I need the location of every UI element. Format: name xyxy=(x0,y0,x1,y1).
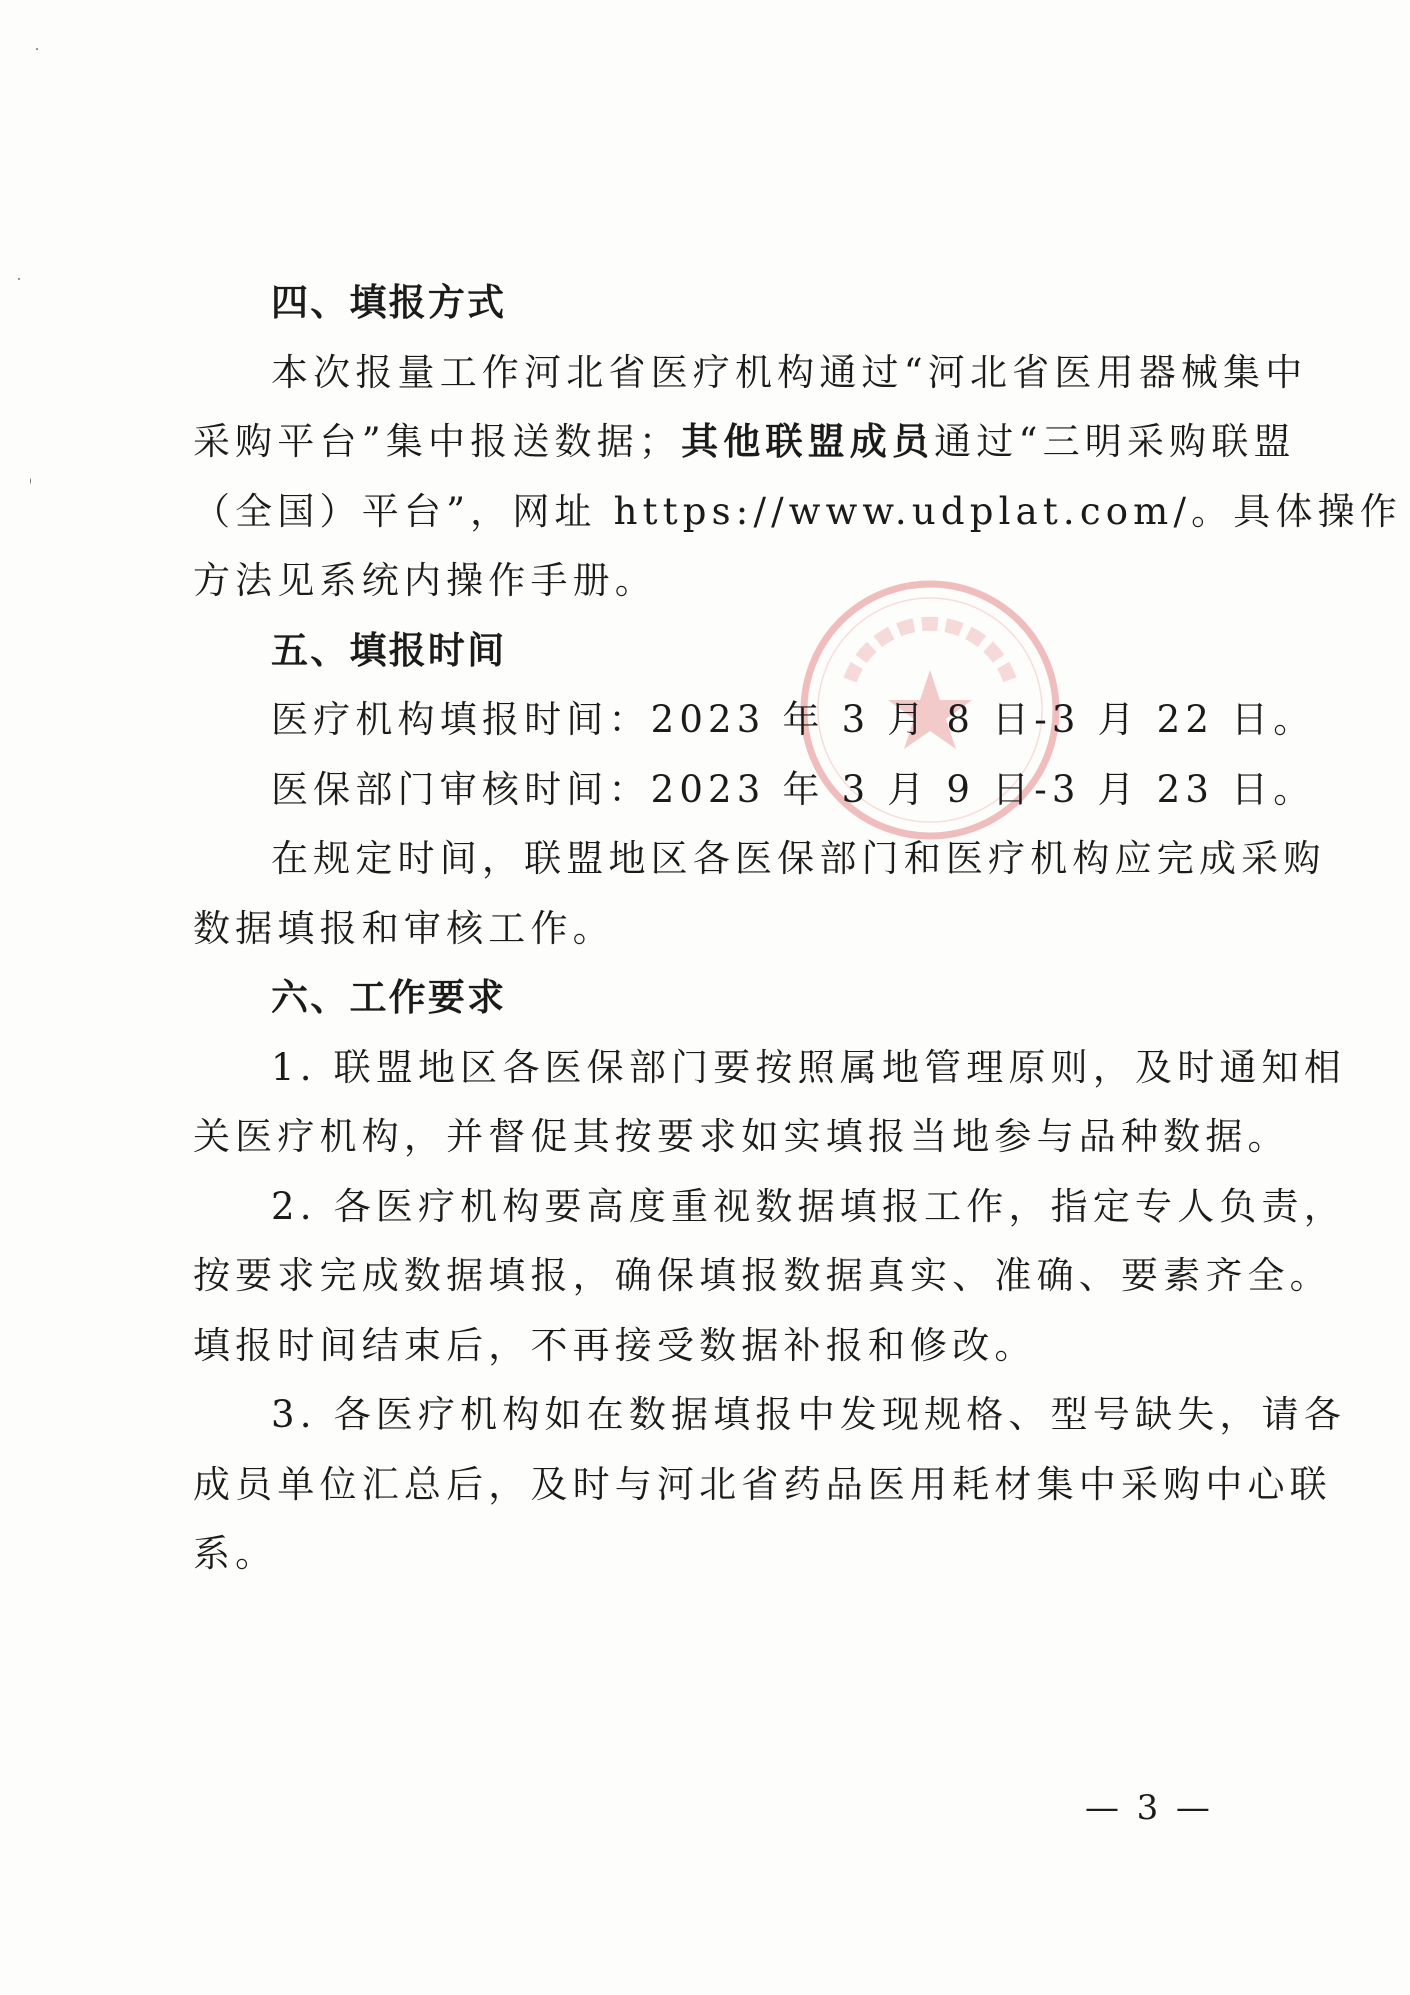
paragraph-line xyxy=(193,1380,1346,1450)
text-segment: 填报时间结束后，不再接受数据补报和修改。 xyxy=(193,1323,1037,1367)
paragraph-line xyxy=(193,1033,1346,1103)
text-segment: 3. 各医疗机构如在数据填报中发现规格、型号缺失，请各 xyxy=(271,1393,1346,1436)
paragraph-line xyxy=(193,1311,1248,1381)
body-text xyxy=(193,268,1402,1589)
text-segment: 方法见系统内操作手册。 xyxy=(193,559,657,602)
text-segment: 数据填报和审核工作。 xyxy=(193,906,615,950)
section-heading: 四、填报方式 xyxy=(271,281,507,324)
text-segment: 成员单位汇总后，及时与河北省药品医用耗材集中采购中心联 xyxy=(193,1462,1332,1506)
paragraph-line xyxy=(193,685,1316,755)
paragraph-line xyxy=(193,477,1402,547)
scan-artifact xyxy=(36,48,38,50)
paragraph-line xyxy=(193,338,1308,408)
text-segment: 关医疗机构，并督促其按要求如实填报当地参与品种数据。 xyxy=(193,1115,1290,1158)
text-segment: 2. 各医疗机构要高度重视数据填报工作，指定专人负责， xyxy=(271,1184,1346,1228)
paragraph-line xyxy=(193,1519,1248,1589)
paragraph-line xyxy=(193,894,1248,964)
page-number: — 3 — xyxy=(1085,1788,1214,1828)
paragraph-line xyxy=(193,1450,1332,1520)
section-heading: 五、填报时间 xyxy=(271,628,507,672)
paragraph-line xyxy=(193,824,1326,894)
scan-artifact xyxy=(30,478,31,484)
text-segment: 医保部门审核时间：2023 年 3 月 9 日-3 月 23 日。 xyxy=(271,767,1316,811)
text-segment: 本次报量工作河北省医疗机构通过“河北省医用器械集中 xyxy=(271,350,1308,394)
paragraph-line xyxy=(193,1102,1290,1172)
scan-artifact xyxy=(18,278,20,280)
text-segment: （全国）平台”，网址 https://www.udplat.com/。具体操作 xyxy=(193,489,1402,533)
bold-text: 其他联盟成员 xyxy=(681,420,935,463)
text-segment: 1. 联盟地区各医保部门要按照属地管理原则，及时通知相 xyxy=(271,1045,1346,1089)
text-segment: 系。 xyxy=(193,1532,278,1575)
paragraph-line xyxy=(193,546,1248,616)
text-segment: 采购平台”集中报送数据； xyxy=(193,420,682,463)
text-segment: 按要求完成数据填报，确保填报数据真实、准确、要素齐全。 xyxy=(193,1254,1332,1297)
paragraph-line xyxy=(193,1172,1346,1242)
text-segment: 通过“三明采购联盟 xyxy=(934,420,1296,463)
paragraph-line xyxy=(193,1241,1332,1311)
section-heading: 六、工作要求 xyxy=(271,976,507,1019)
text-segment: 在规定时间，联盟地区各医保部门和医疗机构应完成采购 xyxy=(271,837,1326,880)
paragraph-line xyxy=(193,407,1296,477)
paragraph-line xyxy=(193,755,1316,825)
text-segment: 医疗机构填报时间：2023 年 3 月 8 日-3 月 22 日。 xyxy=(271,698,1316,741)
